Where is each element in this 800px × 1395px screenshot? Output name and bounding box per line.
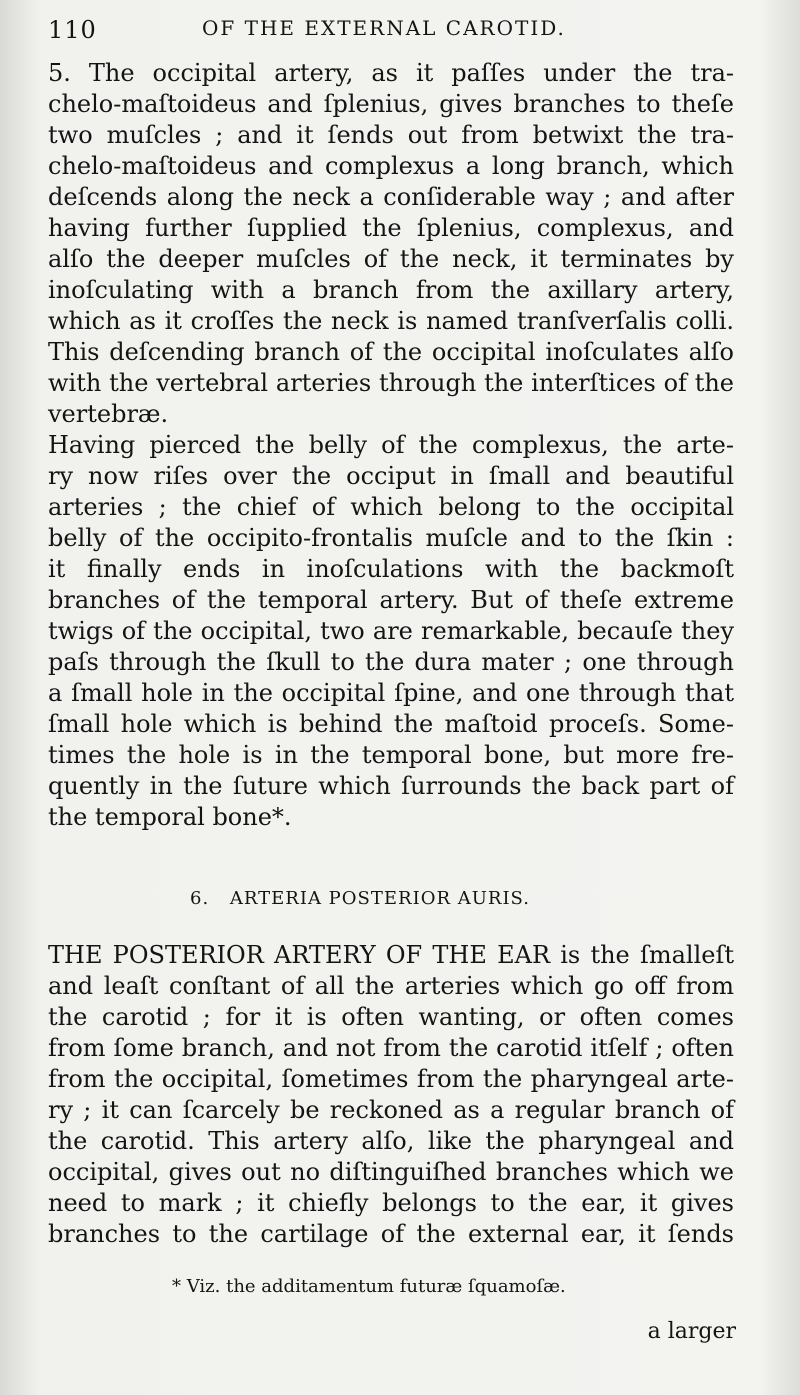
text-line: arteries ; the chief of which belong to the occipital (48, 493, 734, 521)
text-line: belly of the occipito-frontalis muſcle and to the ſkin : (48, 524, 734, 552)
text-line: THE POSTERIOR ARTERY OF THE EAR is the ſmalleſt (48, 941, 734, 969)
text-line: chelo-maſtoideus and ſplenius, gives branches to theſe (48, 90, 734, 118)
text-line: from the occipital, ſometimes from the pharyngeal arte- (48, 1065, 734, 1093)
footnote: * Viz. the additamentum futuræ ſquamoſæ. (172, 1276, 566, 1297)
text-line: This deſcending branch of the occipital inoſculates alſo (48, 338, 734, 366)
text-line: ry now riſes over the occiput in ſmall and beautiful (48, 462, 734, 490)
text-line: occipital, gives out no diſtinguiſhed branches which we (48, 1158, 734, 1186)
text-line: the carotid ; for it is often wanting, or often comes (48, 1003, 734, 1031)
text-line: having further ſupplied the ſplenius, complexus, and (48, 214, 734, 242)
page-number: 110 (48, 16, 97, 44)
text-line: with the vertebral arteries through the interſtices of the (48, 369, 734, 397)
text-line: and leaſt conſtant of all the arteries which go off from (48, 972, 734, 1000)
text-line: the carotid. This artery alſo, like the pharyngeal and (48, 1127, 734, 1155)
catchword: a larger (647, 1319, 736, 1344)
text-line: branches of the temporal artery. But of theſe extreme (48, 586, 734, 614)
text-line: alſo the deeper muſcles of the neck, it terminates by (48, 245, 734, 273)
text-line: branches to the cartilage of the external ear, it ſends (48, 1220, 734, 1248)
text-line: it finally ends in inoſculations with the backmoſt (48, 555, 734, 583)
section-title: ARTERIA POSTERIOR AURIS. (229, 888, 530, 909)
text-line: twigs of the occipital, two are remarkable, becauſe they (48, 617, 734, 645)
running-title: OF THE EXTERNAL CAROTID. (202, 16, 566, 40)
text-line: a ſmall hole in the occipital ſpine, and one through that (48, 679, 734, 707)
text-line: from ſome branch, and not from the carotid itſelf ; often (48, 1034, 734, 1062)
text-line: vertebræ. (48, 400, 169, 428)
section-6-heading (190, 888, 530, 909)
text-line: the temporal bone*. (48, 803, 292, 831)
text-line: deſcends along the neck a conſiderable way ; and after (48, 183, 734, 211)
running-head (48, 16, 748, 46)
section-number: 6. (190, 888, 210, 909)
text-line: paſs through the ſkull to the dura mater ; one through (48, 648, 734, 676)
text-line: times the hole is in the temporal bone, but more fre- (48, 741, 734, 769)
section-6-body (48, 940, 734, 1250)
text-line: two muſcles ; and it ſends out from betwixt the tra- (48, 121, 734, 149)
text-line: Having pierced the belly of the complexus, the arte- (48, 431, 734, 459)
text-line: quently in the ſuture which ſurrounds the back part of (48, 772, 734, 800)
text-line: chelo-maſtoideus and complexus a long branch, which (48, 152, 734, 180)
text-line: ſmall hole which is behind the maſtoid proceſs. Some- (48, 710, 734, 738)
text-line: need to mark ; it chiefly belongs to the ear, it gives (48, 1189, 734, 1217)
section-5-body (48, 58, 734, 833)
text-line: ry ; it can ſcarcely be reckoned as a regular branch of (48, 1096, 734, 1124)
text-line: inoſculating with a branch from the axillary artery, (48, 276, 734, 304)
text-line: 5. The occipital artery, as it paſſes under the tra- (48, 59, 734, 87)
text-line: which as it croſſes the neck is named tranſverſalis colli. (48, 307, 734, 335)
